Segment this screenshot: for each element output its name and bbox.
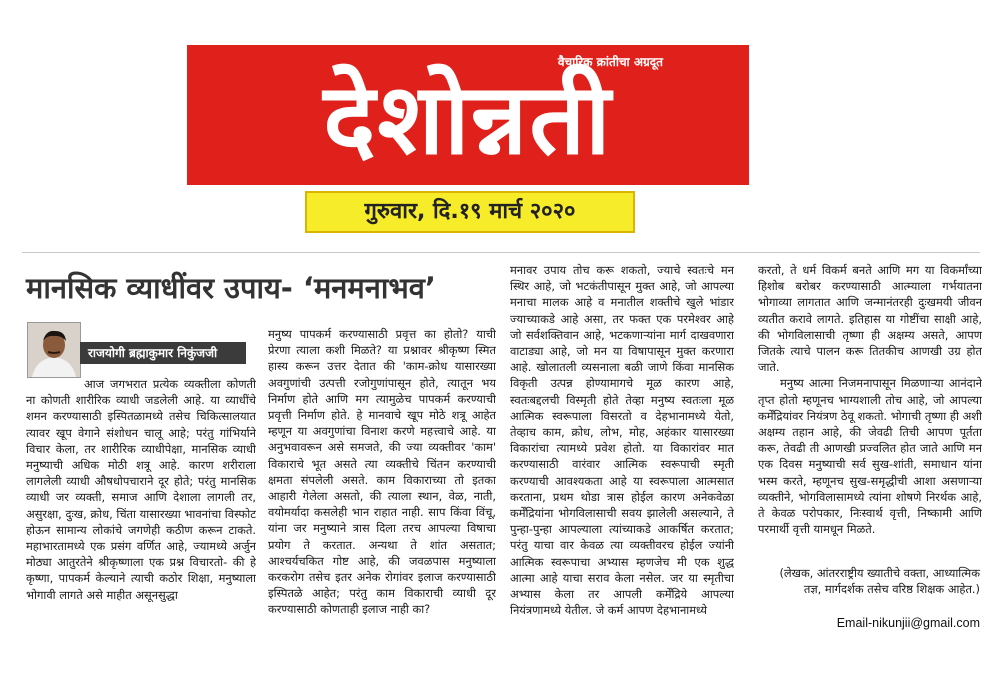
column-3-text: मनावर उपाय तोच करू शकतो, ज्याचे स्वतःचे मन स्थिर आहे, जो भटकंतीपासून मुक्त आहे, जो आपल्या मनाचा मालक आहे व मनातील शक्तीचे खुले भांडार ज्याच्याकडे आहे असा, तर फक्त एक परमेश्वर आहे जो सर्वशक्तिवान आहे, भटकणाऱ्यांना मार्ग दाखवणारा वाटाड्या आहे, जो मन या विषापासून मुक्त करणारा आहे. खोलातली व्यसनाला बळी जाणे किंवा मानसिक विकृती उत्पन्न होण्यामागचे मूळ कारण आहे, स्वतःबद्दलची विस्मृती होते तेव्हा मनुष्य स्वतःला मूळ आत्मिक स्वरूपाला विसरतो व देहभानामध्ये येतो, तेव्हाच काम, क्रोध, लोभ, मोह, अहंकार यासारख्या विकारांचा त्यामध्ये प्रवेश होतो. या विकारांवर मात करण्यासाठी वारंवार आत्मिक स्वरूपाची स्मृती करण्याची आवश्यकता आहे या स्वरूपाला आत्मसात करताना, प्रथम थोडा त्रास होईल कारण अनेकवेळा कर्मेंद्रियांना भोगविलासाची सवय झालेली असल्याने, ते पुन्हा-पुन्हा आपल्याला त्यांच्याकडे आकर्षित करतात; परंतु याचा वार केवळ त्या व्यक्तीवरच होईल ज्यांनी आत्मिक स्वरूपाचा अभ्यास म्हणजेच मी एक शुद्ध आत्मा आहे याचा सराव केला नसेल. जर या स्मृतीचा अभ्यास केला तर आपली कर्मेंद्रिये आपल्या नियंत्रणामध्ये येतील. जे कर्म आपण देहभानामध्ये bbox=[510, 263, 734, 618]
author-bio: (लेखक, आंतरराष्ट्रीय ख्यातीचे वक्ता, आध्यात्मिक तज्ञ, मार्गदर्शक तसेच वरिष्ठ शिक्षक आहेत.) bbox=[779, 566, 980, 597]
article-headline: मानसिक व्याधींवर उपाय- ‘मनमनाभव’ bbox=[26, 271, 436, 305]
masthead-tagline: वैचारिक क्रांतीचा अग्रदूत bbox=[557, 55, 663, 69]
author-photo bbox=[27, 322, 81, 378]
article-column-4 bbox=[758, 262, 982, 577]
author-name: राजयोगी ब्रह्माकुमार निकुंजजी bbox=[80, 342, 246, 364]
masthead-banner bbox=[187, 45, 749, 185]
top-divider bbox=[22, 252, 980, 253]
column-4-paragraph-1: करतो, ते धर्म विकर्म बनते आणि मग या विकर्मांच्या हिशोब बरोबर करण्यासाठी आत्म्याला गर्भयातना भोगाव्या लागतात आणि जन्मानंतरही दुःखमयी जीवन व्यतीत करावे लागते. इतिहास या गोष्टींचा साक्षी आहे, की भोगविलासाची तृष्णा ही अक्षम्य असते, आपण जितके त्याचे पालन करू तितकीच आणखी उग्र होत जाते. bbox=[758, 263, 982, 375]
article-column-1 bbox=[26, 376, 256, 661]
article-column-3 bbox=[510, 262, 734, 666]
column-2-text: मनुष्य पापकर्म करण्यासाठी प्रवृत्त का होतो? याची प्रेरणा त्याला कशी मिळते? या प्रश्नावर श्रीकृष्ण स्मित हास्य करून उत्तर देतात की 'काम-क्रोध यासारख्या अवगुणांची उत्पत्ती रजोगुणांपासून होते, त्यातून भय निर्माण होते आणि मग त्यामुळेच पापकर्म करण्याची प्रवृत्ती निर्माण होते. हे मानवाचे खूप मोठे शत्रू आहेत म्हणून या अवगुणांचा विनाश करणे महत्त्वाचे आहे. या अनुभवावरून असे समजते, की ज्या व्यक्तीवर 'काम' विकाराचे भूत असते त्या व्यक्तीचे चिंतन करण्याची क्षमता संपलेली असते. काम विकाराच्या तो इतका आहारी गेलेला असतो, की त्याला स्थान, वेळ, नाती, वयोमर्यादा कसलेही भान राहात नाही. साप किंवा विंचू, यांना जर मनुष्याने त्रास दिला तरच आपल्या विषाचा प्रयोग ते करतात. अन्यथा ते शांत असतात; आश्चर्यचकित गोष्ट आहे, की जवळपास मनुष्याला करकरोग तसेच इतर अनेक रोगांवर इलाज करण्यासाठी इस्पितळे आहेत; परंतु काम विकाराची व्याधी दूर करण्यासाठी कोणताही इलाज नाही का? bbox=[268, 327, 496, 617]
article-column-2 bbox=[268, 326, 496, 666]
issue-date: गुरुवार, दि.१९ मार्च २०२० bbox=[305, 191, 635, 233]
author-portrait-icon bbox=[28, 323, 80, 377]
column-4-paragraph-2: मनुष्य आत्मा निजमनापासून मिळणाऱ्या आनंदाने तृप्त होतो म्हणूनच भाग्यशाली तोच आहे, जो आपल्या कर्मेंद्रियांवर नियंत्रण ठेवू शकतो. भोगाची तृष्णा ही अशी अक्षम्य तहान आहे, की जेवढी तिची आपण पूर्तता करू, तेवढी ती आणखी प्रज्वलित होत जाते आणि मन एक दिवस मनुष्याची सर्व सुख-शांती, समाधान यांना भस्म करते, म्हणूनच सुख-समृद्धीची आशा असणाऱ्या व्यक्तीने, भोगविलासामध्ये त्यांना शोषणे निरर्थक आहे, ते केवळ परोपकार, निःस्वार्थ वृत्ती, निष्कामी आणि परमार्थी वृत्ती यामधून मिळते. bbox=[758, 376, 982, 537]
author-email: Email-nikunjii@gmail.com bbox=[836, 616, 980, 630]
column-1-text: आज जगभरात प्रत्येक व्यक्तीला कोणती ना कोणती शारीरिक व्याधी जडलेली आहे. या व्याधींचे शमन करण्यासाठी इस्पितळामध्ये तसेच चिकित्सालयात त्यावर खूप वेगाने संशोधन चालू आहे; परंतु गांभिर्याने विचार केला, तर शारीरिक व्याधीपेक्षा, मानसिक व्याधी मनुष्याची अधिक मोठी शत्रू आहे. कारण शरीराला लागलेली व्याधी औषधोपचाराने दूर होते; परंतु मानसिक व्याधी जर व्यक्ती, समाज आणि देशाला लागली तर, असुरक्षा, दुःख, क्रोध, चिंता यासारख्या भावनांचा विस्फोट होऊन सामान्य लोकांचे जगणेही कठीण करून टाकते. महाभारतामध्ये एक प्रसंग वर्णित आहे, ज्यामध्ये अर्जुन मोठ्या आतुरतेने श्रीकृष्णाला एक प्रश्न विचारतो- की हे कृष्णा, पापकर्म केल्याने त्याची कठोर शिक्षा, मनुष्याला भोगावी लागते असे माहीत असूनसुद्धा bbox=[26, 377, 256, 602]
masthead-logo: देशोन्नती bbox=[323, 63, 613, 177]
